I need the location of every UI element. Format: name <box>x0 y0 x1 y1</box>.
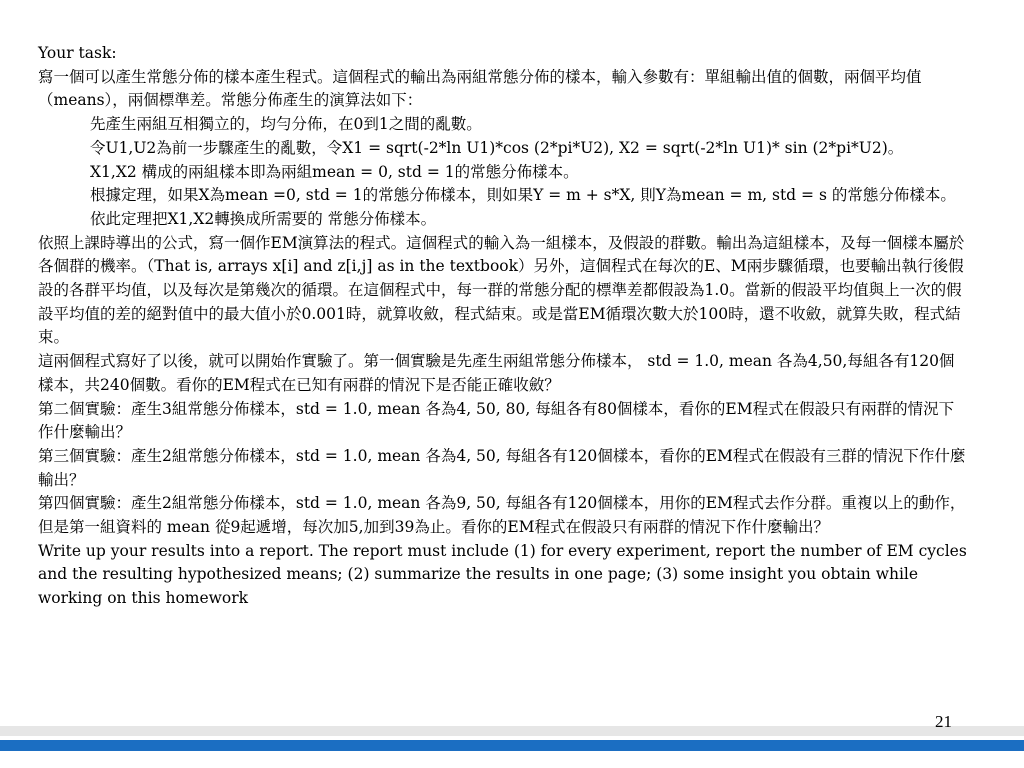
experiment-3: 第三個實驗：產生2組常態分佈樣本，std = 1.0, mean 各為4, 50, 每組各有120個樣本，看你的EM程式在假設有三群的情況下作什麼輸出？ <box>38 446 966 489</box>
footer-divider <box>0 726 1024 736</box>
experiment-4: 第四個實驗：產生2組常態分佈樣本，std = 1.0, mean 各為9, 50, 每組各有120個樣本，用你的EM程式去作分群。重複以上的動作，但是第一組資料的 mean 從9起遞增，每次加5,加到39為止。看你的EM程式在假設只有兩群的情況下作什麼輸出？ <box>38 494 966 537</box>
task-heading: Your task: <box>38 44 117 62</box>
experiment-2: 第二個實驗：產生3組常態分佈樣本，std = 1.0, mean 各為4, 50, 80, 每組各有80個樣本，看你的EM程式在假設只有兩群的情況下作什麼輸出？ <box>38 399 955 442</box>
page-number: 21 <box>935 712 952 731</box>
algorithm-step-1: 先產生兩組互相獨立的，均勻分佈，在0到1之間的亂數。 <box>90 115 482 134</box>
report-instructions: Write up your results into a report. The report must include (1) for every experiment, report the number of EM cycles and the resulting hypothesized means; (2) summarize the results in one page; (3) some insight you obtain while working on this homework <box>38 541 967 608</box>
footer-accent-bar <box>0 740 1024 751</box>
task-paragraph-em: 依照上課時導出的公式，寫一個作EM演算法的程式。這個程式的輸入為一組樣本，及假設的群數。輸出為這組樣本，及每一個樣本屬於各個群的機率。（That is, arrays x[i] and z[i,j] as in the textbook）另外，這個程式在每次的E、M兩步驟循環，也要輸出執行後假設的各群平均值，以及每次是第幾次的循環。在這個程式中，每一群的常態分配的標準差都假設為1.0。當新的假設平均值與上一次的假設平均值的差的絕對值中的最大值小於0.001時，就算收斂，程式結束。或是當EM循環次數大於100時，還不收斂，就算失敗，程式結束。 <box>38 233 965 347</box>
slide-body <box>38 42 968 611</box>
experiment-1: 這兩個程式寫好了以後，就可以開始作實驗了。第一個實驗是先產生兩組常態分佈樣本， std = 1.0, mean 各為4,50,每組各有120個樣本，共240個數。看你的EM程式在已知有兩群的情況下是否能正確收斂？ <box>38 352 955 394</box>
algorithm-step-3: X1,X2 構成的兩組樣本即為兩組mean = 0, std = 1的常態分佈樣本。 <box>90 162 579 181</box>
algorithm-step-4: 根據定理，如果X為mean =0, std = 1的常態分佈樣本，則如果Y = m + s*X, 則Y為mean = m, std = s 的常態分佈樣本。依此定理把X1,X2轉換成所需要的 常態分佈樣本。 <box>90 186 956 228</box>
algorithm-step-2: 令U1,U2為前一步驟產生的亂數，令X1 = sqrt(-2*ln U1)*cos (2*pi*U2), X2 = sqrt(-2*ln U1)* sin (2*pi*U2)。 <box>90 138 904 157</box>
task-paragraph-generator: 寫一個可以產生常態分佈的樣本產生程式。這個程式的輸出為兩組常態分佈的樣本，輸入參數有：單組輸出值的個數，兩個平均值（means），兩個標準差。常態分佈產生的演算法如下： <box>38 67 922 110</box>
